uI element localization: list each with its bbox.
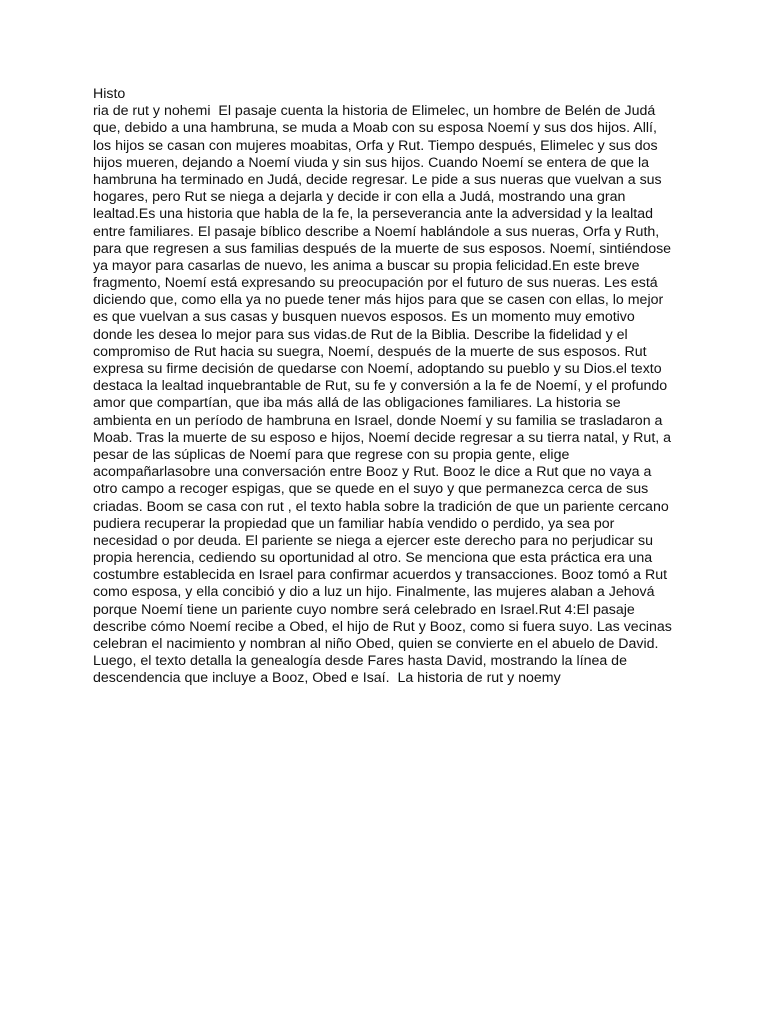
text-line: porque Noemí tiene un pariente cuyo nombre será celebrado en Israel.Rut 4:El pasaje: [93, 601, 635, 618]
text-line: compromiso de Rut hacia su suegra, Noemí, después de la muerte de sus esposos. Rut: [93, 343, 647, 360]
text-line: fragmento, Noemí está expresando su preocupación por el futuro de sus nueras. Les está: [93, 275, 658, 292]
text-line: hijos mueren, dejando a Noemí viuda y sin sus hijos. Cuando Noemí se entera de que la: [93, 154, 650, 171]
text-line: Histo: [93, 86, 126, 102]
text-line: necesidad o por deuda. El pariente se niega a ejercer este derecho para no perjudicar su: [93, 532, 653, 549]
text-line: ya mayor para casarlas de nuevo, les anima a buscar su propia felicidad.En este breve: [93, 257, 640, 274]
text-line: lealtad.Es una historia que habla de la fe, la perseverancia ante la adversidad y la lealtad: [93, 206, 653, 223]
text-line: entre familiares. El pasaje bíblico describe a Noemí hablándole a sus nueras, Orfa y Ruth,: [93, 223, 660, 240]
text-line: pudiera recuperar la propiedad que un familiar había vendido o perdido, ya sea por: [93, 515, 615, 532]
text-line: Moab. Tras la muerte de su esposo e hijos, Noemí decide regresar a su tierra natal, y Rut, a: [93, 429, 672, 446]
text-line: pesar de las súplicas de Noemí para que regrese con su propia gente, elige: [93, 446, 570, 463]
text-line: que, debido a una hambruna, se muda a Moab con su esposa Noemí y sus dos hijos. Allí,: [93, 120, 657, 137]
text-line: acompañarlasobre una conversación entre Booz y Rut. Booz le dice a Rut que no vaya a: [93, 464, 652, 481]
text-line: criadas. Boom se casa con rut , el texto habla sobre la tradición de que un pariente cercano: [93, 498, 669, 515]
text-line: otro campo a recoger espigas, que se quede en el suyo y que permanezca cerca de sus: [93, 481, 649, 498]
text-line: costumbre establecida en Israel para confirmar acuerdos y transacciones. Booz tomó a Rut: [93, 567, 668, 584]
body-text: [93, 86, 693, 688]
text-line: los hijos se casan con mujeres moabitas, Orfa y Rut. Tiempo después, Elimelec y sus dos: [93, 137, 658, 154]
text-line: ambienta en un período de hambruna en Israel, donde Noemí y su familia se trasladaron a: [93, 412, 663, 429]
text-line: para que regresen a sus familias después de la muerte de sus esposos. Noemí, sintiéndose: [93, 240, 672, 257]
text-line: hogares, pero Rut se niega a dejarla y decide ir con ella a Judá, mostrando una gran: [93, 189, 626, 206]
text-line: hambruna ha terminado en Judá, decide regresar. Le pide a sus nueras que vuelvan a sus: [93, 171, 662, 188]
text-line: como esposa, y ella concibió y dio a luz un hijo. Finalmente, las mujeres alaban a Jehová: [93, 584, 655, 601]
text-line: amor que compartían, que iba más allá de las obligaciones familiares. La historia se: [93, 395, 621, 412]
text-line: ria de rut y nohemi El pasaje cuenta la historia de Elimelec, un hombre de Belén de Judá: [93, 103, 656, 120]
text-line: diciendo que, como ella ya no puede tener más hijos para que se casen con ellas, lo mejor: [93, 292, 664, 309]
text-line: celebran el nacimiento y nombran al niño Obed, quien se convierte en el abuelo de David.: [93, 636, 659, 652]
text-line: expresa su firme decisión de quedarse con Noemí, adoptando su pueblo y su Dios.el texto: [93, 361, 662, 377]
text-line: descendencia que incluye a Booz, Obed e Isaí. La historia de rut y noemy: [93, 670, 561, 687]
text-line: es que vuelvan a sus casas y busquen nuevos esposos. Es un momento muy emotivo: [93, 309, 635, 326]
text-line: donde les desea lo mejor para sus vidas.de Rut de la Biblia. Describe la fidelidad y el: [93, 326, 628, 343]
text-line: destaca la lealtad inquebrantable de Rut, su fe y conversión a la fe de Noemí, y el profundo: [93, 378, 668, 395]
text-line: describe cómo Noemí recibe a Obed, el hijo de Rut y Booz, como si fuera suyo. Las vecinas: [93, 618, 672, 635]
text-line: Luego, el texto detalla la genealogía desde Fares hasta David, mostrando la línea de: [93, 653, 627, 670]
text-line: propia herencia, cediendo su oportunidad al otro. Se menciona que esta práctica era una: [93, 550, 653, 567]
